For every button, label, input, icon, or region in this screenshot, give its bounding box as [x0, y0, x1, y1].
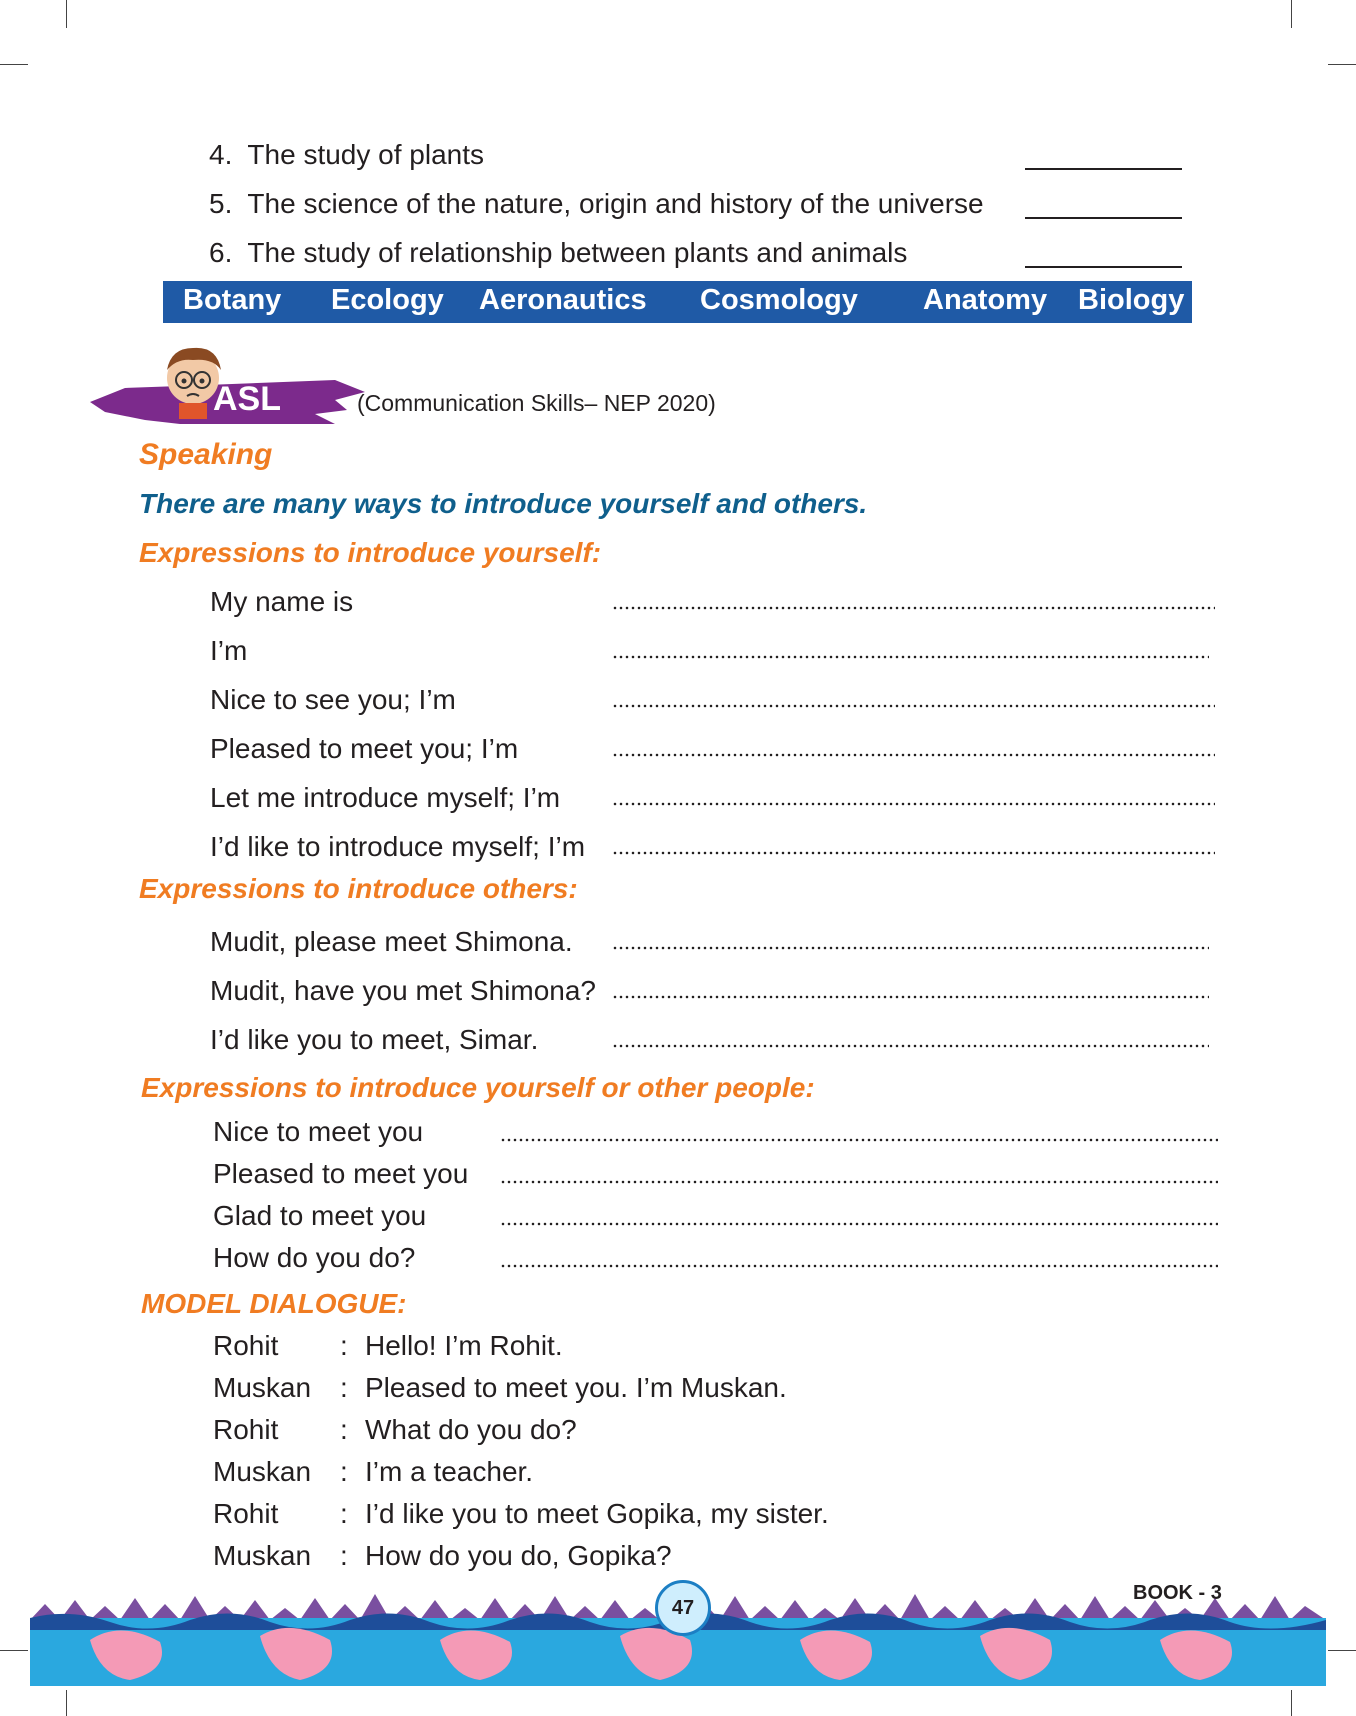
word-option: Aeronautics: [479, 284, 647, 316]
fill-line[interactable]: [612, 851, 1215, 855]
fill-line[interactable]: [612, 606, 1215, 610]
question-item: 5. The science of the nature, origin and history of the universe: [209, 188, 984, 219]
word-option: Botany: [183, 284, 282, 316]
speaker: Rohit: [213, 1330, 279, 1361]
crop-mark: [1291, 1690, 1292, 1716]
dialogue-text: What do you do?: [365, 1414, 577, 1445]
fill-line[interactable]: [612, 946, 1209, 950]
expression-item: How do you do?: [213, 1242, 416, 1273]
answer-blank[interactable]: [1025, 264, 1182, 268]
dialogue-heading: MODEL DIALOGUE:: [141, 1288, 407, 1319]
expression-item: Nice to meet you: [213, 1116, 424, 1147]
asl-note: (Communication Skills– NEP 2020): [357, 390, 716, 416]
expression-item: I’m: [210, 635, 248, 666]
colon: :: [340, 1414, 348, 1445]
speaking-heading: Speaking: [139, 438, 273, 471]
page-number: 47: [655, 1580, 711, 1636]
word-option: Ecology: [331, 284, 444, 316]
fill-line[interactable]: [612, 655, 1209, 659]
word-option: Biology: [1078, 284, 1185, 316]
expression-item: My name is: [210, 586, 354, 617]
fill-line[interactable]: [612, 802, 1215, 806]
colon: :: [340, 1540, 348, 1571]
fill-line[interactable]: [612, 753, 1215, 757]
word-option: Cosmology: [700, 284, 858, 316]
expression-item: Mudit, please meet Shimona.: [210, 926, 573, 957]
speaking-intro: There are many ways to introduce yourself and others.: [139, 488, 868, 519]
crop-mark: [1328, 64, 1356, 65]
dialogue-text: Hello! I’m Rohit.: [365, 1330, 563, 1361]
asl-label: ASL: [213, 380, 281, 418]
crop-mark: [1328, 1650, 1356, 1651]
crop-mark: [1291, 0, 1292, 28]
expression-item: Pleased to meet you; I’m: [210, 733, 519, 764]
colon: :: [340, 1330, 348, 1361]
either-heading: Expressions to introduce yourself or other people:: [141, 1072, 815, 1103]
fill-line[interactable]: [612, 1044, 1209, 1048]
fill-line[interactable]: [500, 1222, 1218, 1226]
colon: :: [340, 1372, 348, 1403]
fill-line[interactable]: [612, 704, 1215, 708]
crop-mark: [0, 64, 28, 65]
speaker: Rohit: [213, 1414, 279, 1445]
crop-mark: [66, 1690, 67, 1716]
dialogue-text: I’m a teacher.: [365, 1456, 534, 1487]
speaker: Muskan: [213, 1456, 312, 1487]
word-option: Anatomy: [923, 284, 1048, 316]
expression-item: I’d like you to meet, Simar.: [210, 1024, 539, 1055]
book-label: BOOK - 3: [1133, 1582, 1222, 1604]
answer-blank[interactable]: [1025, 215, 1182, 219]
others-heading: Expressions to introduce others:: [139, 873, 578, 904]
expression-item: Glad to meet you: [213, 1200, 427, 1231]
answer-blank[interactable]: [1025, 166, 1182, 170]
fill-line[interactable]: [500, 1180, 1218, 1184]
question-item: 6. The study of relationship between plants and animals: [209, 237, 908, 268]
speaker: Muskan: [213, 1372, 312, 1403]
dialogue-text: I’d like you to meet Gopika, my sister.: [365, 1498, 829, 1529]
expression-item: Pleased to meet you: [213, 1158, 469, 1189]
expression-item: Let me introduce myself; I’m: [210, 782, 561, 813]
crop-mark: [66, 0, 67, 28]
speaker: Rohit: [213, 1498, 279, 1529]
dialogue-text: How do you do, Gopika?: [365, 1540, 672, 1571]
colon: :: [340, 1456, 348, 1487]
asl-banner: [85, 340, 365, 440]
colon: :: [340, 1498, 348, 1529]
fill-line[interactable]: [612, 995, 1209, 999]
expression-item: Nice to see you; I’m: [210, 684, 456, 715]
expression-item: I’d like to introduce myself; I’m: [210, 831, 586, 862]
crop-mark: [0, 1650, 28, 1651]
question-item: 4. The study of plants: [209, 139, 484, 170]
fill-line[interactable]: [500, 1138, 1218, 1142]
dialogue-text: Pleased to meet you. I’m Muskan.: [365, 1372, 787, 1403]
yourself-heading: Expressions to introduce yourself:: [139, 537, 602, 568]
speaker: Muskan: [213, 1540, 312, 1571]
fill-line[interactable]: [500, 1264, 1218, 1268]
expression-item: Mudit, have you met Shimona?: [210, 975, 596, 1006]
word-box: [163, 281, 1192, 323]
